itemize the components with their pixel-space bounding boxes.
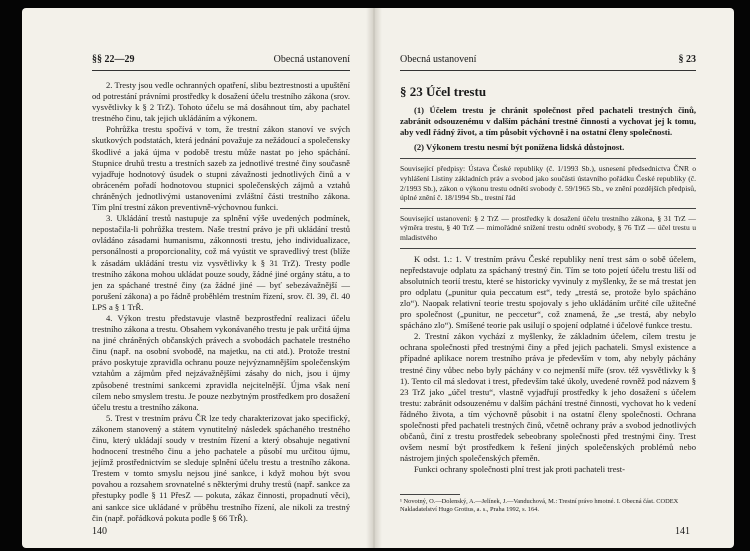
- related-regulations: Související předpisy: Ústava České republiky (č. 1/1993 Sb.), usnesení předsednictva ČNR o vyhlášení Listiny základních práv a svobod jako součásti ústavního pořádku České republiky (č. 2/1993 Sb.), zákon o výkonu trestu odnětí svobody č. 59/1965 Sb., ve znění pozdějších předpisů, úplné znění č. 18/1994 Sb., trestní řád: [400, 164, 696, 203]
- right-page: [374, 8, 734, 548]
- left-running-head-title: Obecná ustanovení: [273, 54, 350, 65]
- left-paragraph: 5. Trest v trestním právu ČR lze tedy charakterizovat jako specifický, zákonem stanovený a státem vynutitelný následek spáchaného trestného činu, který ukládají soudy v trestním řízení a který obsahuje negativní hodnocení trestného činu a jeho pachatele a působí mu určitou újmu, jejímž prostřednictvím se sleduje splnění účelu trestu a trestního zákona. Trestem v tomto smyslu nejsou jiné sankce, i když mohou být svou povahou a rozsahem srovnatelné s některými druhy trestů (např. sankce za přestupky podle § 11 PřesZ — pokuta, zákaz činnosti, propadnutí věci), ani sankce sice ukládané v průběhu trestního řízení, ale nikoli za trestný čin (např. pořádková pokuta podle § 66 TrŘ).: [92, 412, 350, 523]
- divider: [400, 248, 696, 249]
- commentary-paragraph: K odst. 1.: 1. V trestním právu České republiky není trest sám o sobě účelem, nepředstavuje odplatu za spáchaný trestný čin. Tím se toto pojetí účelu trestu liší od absolutních teorií trestu, které se historicky vyvinuly z myšlenky, že se má trestat jen pro odplatu („punitur quia peccatum est“, tedy „trestá se, protože bylo spácháno zlo“). Naopak relativní teorie trestu spojovaly s jeho ukládáním určité cíle užitečné pro společnost („punitur, ne peccetur“, což znamená, že „se trestá, aby nebylo spácháno zlo“). Smíšené teorie pak usilují o spojení odplatné i účelové funkce trestu.: [400, 253, 696, 331]
- left-paragraph: Pohrůžka trestu spočívá v tom, že trestní zákon stanoví ve svých skutkových podstatách, která jednání považuje za nežádoucí a společensky škodlivé a jaká újma v podobě trestu může nastat po jeho spáchání. Stupnice druhů trestu a trestních sazeb za jednotlivé trestné činy současně vyjadřuje hodnotový úsudek o stupni závažnosti jednotlivých činů a v obráceném pořadí hodnotovou stupnici společenských zájmů a vztahů chráněných jednotlivými ustanoveními zvláštní části trestního zákona. Tím plní trestní zákon preventivně-výchovnou funkci.: [92, 124, 350, 213]
- left-page: [22, 8, 372, 548]
- right-running-head-title: Obecná ustanovení: [400, 54, 477, 65]
- footnote-rule: [400, 494, 460, 495]
- right-page-number: 141: [675, 526, 690, 537]
- divider: [400, 208, 696, 209]
- law-paragraph: (2) Výkonem trestu nesmí být ponížena lidská důstojnost.: [414, 142, 625, 153]
- footnote-text: ¹ Novotný, O.—Dolenský, A.—Jelínek, J.—Vanduchová, M.: Trestní právo hmotné. I. Obecná část. CODEX Nakladatelství Hugo Grotius, a. s., Praha 1992, s. 164.: [400, 498, 679, 514]
- footnote: [400, 494, 696, 514]
- commentary-paragraph: Funkci ochrany společnosti plní trest jak proti pachateli trest-: [414, 464, 625, 475]
- book-gutter: [366, 8, 382, 548]
- right-body-text: [400, 80, 696, 476]
- law-paragraph: (1) Účelem trestu je chránit společnost před pachateli trestných činů, zabránit odsouzenému v dalším páchání trestné činnosti a vychovat jej k tomu, aby vedl řádný život, a tím působit výchovně i na ostatní členy společnosti.: [400, 105, 696, 138]
- divider: [400, 158, 696, 159]
- left-running-head-section: §§ 22—29: [92, 54, 135, 65]
- left-page-number: 140: [92, 526, 107, 537]
- left-paragraph: 2. Tresty jsou vedle ochranných opatření, slibu beztrestnosti a upuštění od potrestání právními prostředky k dosažení účelu trestního zákona (srov. vysvětlivky k § 2 TrZ). Tohoto účelu se má dosáhnout tím, aby pachatel trestného činu, tak jejich ukládáním a výkonem.: [92, 80, 350, 124]
- book-spread: [22, 8, 734, 548]
- right-running-head-section: § 23: [678, 54, 696, 65]
- commentary-paragraph: 2. Trestní zákon vychází z myšlenky, že základním účelem, cílem trestu je ochrana společnosti před trestnými činy a před jejich pachateli. Smysl existence a případné aplikace norem trestního práva je především v tom, aby nebyly páchány trestné činy vůbec nebo byly páchány v co nejmenší míře (srov. též vysvětlivky k § 1). Tento cíl má sledovat i trest, především také úkoly, uvedené rovněž pod názvem § 23 TrZ jako „účel trestu“, vlastně vyjadřují prostředky k jeho dosažení s účelem trestu: zabránit odsouzenému v dalším páchání trestné činnosti, vychovat ho k vedení řádného života, a tím výchovně působit i na ostatní členy společnosti. Ochrana společnosti před pachateli trestných činů, včetně ochrany práv a svobod jednotlivých občanů, činí z trestu prostředek sebeobrany společnosti před trestnými činy. Trest ovšem nesmí být prostředkem k řešení jiných společenských problémů nebo nástrojem jiných společenských přeměn.: [400, 331, 696, 464]
- related-provisions: Související ustanovení: § 2 TrZ — prostředky k dosažení účelu trestního zákona, § 31 TrZ — výměra trestu, § 40 TrZ — mimořádné snížení trestu odnětí svobody, § 76 TrZ — účel trestu u mladistvého: [400, 213, 696, 243]
- section-title: § 23 Účel trestu: [400, 84, 487, 99]
- right-header-rule: [400, 70, 696, 71]
- left-paragraph: 4. Výkon trestu představuje vlastně bezprostřední realizaci účelu trestního zákona a trestu. Obsahem vykonávaného trestu je pak určitá újma na jiné chráněných občanských právech a svobodách pachatele trestného činu (např. na osobní svobodě, na majetku, na cti atd.). Protože trestní právo poskytuje zpravidla ochranu pouze nejvýznamnějším společenským vztahům a zájmům před nejzávažnějšími zásahy do nich, jsou i újmy způsobené trestními sankcemi zpravidla nejcitelnější. Újma však není cílem nebo smyslem trestu. Je pouze nezbytným prostředkem pro dosažení účelu trestu a trestního zákona.: [92, 312, 350, 412]
- left-paragraph: 3. Ukládání trestů nastupuje za splnění výše uvedených podmínek, nepostačila-li pohrůžka trestem. Naše trestní právo je při ukládání trestů ovládáno zásadami humanismu, zákonnosti trestu, jeho individualizace, personálnosti a proporcionality, což má vyústit ve spravedlivý trest (blíže k zásadám ukládání trestu viz vysvětlivky k § 31 TrZ). Tresty podle trestního zákona mohou ukládat pouze soudy, žádné jiné orgány státu, a to jen za spáchané trestné činy (za žádné jiné — byť sebezávažnější — porušení zákona) a po řádně proběhlém trestním řízení, srov. čl. 39, čl. 40 LPS a § 1 TrŘ.: [92, 213, 350, 312]
- left-body-text: [92, 80, 350, 524]
- left-header-rule: [92, 70, 350, 71]
